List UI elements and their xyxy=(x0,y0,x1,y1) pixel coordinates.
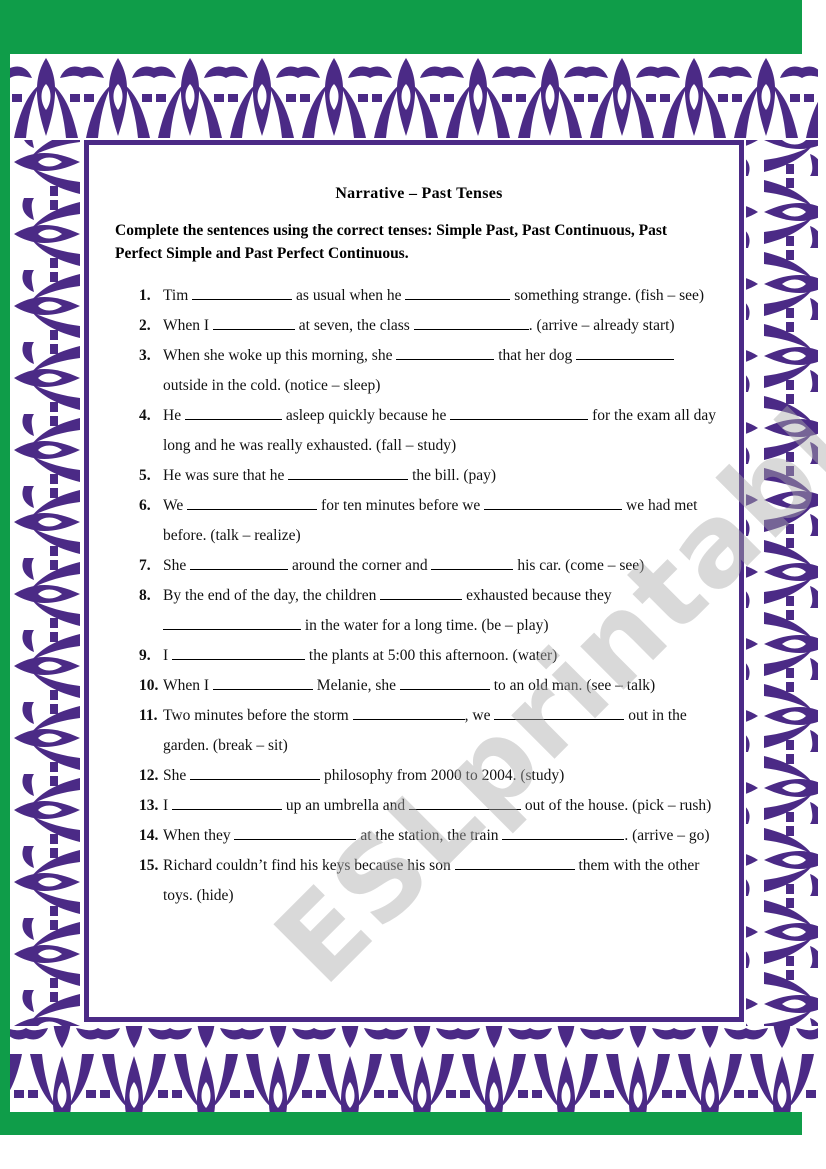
exercise-text: Melanie, she xyxy=(312,677,400,694)
exercise-text: When she woke up this morning, she xyxy=(163,347,397,364)
exercise-number: 2. xyxy=(139,317,151,334)
answer-blank[interactable] xyxy=(190,765,320,780)
exercise-item xyxy=(139,401,719,461)
exercise-text: When I xyxy=(163,317,213,334)
answer-blank[interactable] xyxy=(192,285,292,300)
exercise-text: exhausted because they xyxy=(462,587,612,604)
exercise-number: 5. xyxy=(139,467,151,484)
exercise-text: to an old man. (see – talk) xyxy=(489,677,656,694)
exercise-number: 13. xyxy=(139,797,159,814)
exercise-text: we had met before. (talk – realize) xyxy=(163,497,698,544)
answer-blank[interactable] xyxy=(185,405,282,420)
answer-blank[interactable] xyxy=(450,405,588,420)
answer-blank[interactable] xyxy=(172,645,305,660)
answer-blank[interactable] xyxy=(414,315,529,330)
exercise-text: something strange. (fish – see) xyxy=(510,287,705,304)
exercise-text: When they xyxy=(163,827,235,844)
answer-blank[interactable] xyxy=(163,615,301,630)
exercise-number: 8. xyxy=(139,587,151,604)
exercise-text: She xyxy=(163,557,191,574)
answer-blank[interactable] xyxy=(187,495,317,510)
exercise-number: 9. xyxy=(139,647,151,664)
exercise-number: 3. xyxy=(139,347,151,364)
exercise-text: philosophy from 2000 to 2004. (study) xyxy=(320,767,565,784)
exercise-number: 15. xyxy=(139,857,159,874)
exercise-text: Richard couldn’t find his keys because his son xyxy=(163,857,455,874)
exercise-item xyxy=(139,311,719,341)
exercise-number: 12. xyxy=(139,767,159,784)
exercise-text: We xyxy=(163,497,188,514)
exercise-number: 6. xyxy=(139,497,151,514)
exercise-number: 4. xyxy=(139,407,151,424)
answer-blank[interactable] xyxy=(288,465,408,480)
answer-blank[interactable] xyxy=(405,285,510,300)
answer-blank[interactable] xyxy=(172,795,282,810)
exercise-text: I xyxy=(163,797,173,814)
exercise-text: , we xyxy=(464,707,495,724)
exercise-text: asleep quickly because he xyxy=(281,407,451,424)
exercise-text: up an umbrella and xyxy=(282,797,410,814)
answer-blank[interactable] xyxy=(576,345,674,360)
exercise-text: in the water for a long time. (be – play) xyxy=(301,617,549,634)
exercise-number: 10. xyxy=(139,677,159,694)
exercise-text: for ten minutes before we xyxy=(317,497,485,514)
exercise-item xyxy=(139,461,719,491)
exercise-text: at the station, the train xyxy=(356,827,503,844)
worksheet-title: Narrative – Past Tenses xyxy=(335,185,503,202)
exercise-number: 14. xyxy=(139,827,159,844)
exercise-text: the plants at 5:00 this afternoon. (water) xyxy=(305,647,558,664)
exercise-text: I xyxy=(163,647,173,664)
answer-blank[interactable] xyxy=(380,585,462,600)
exercise-number: 11. xyxy=(139,707,158,724)
exercise-text: outside in the cold. (notice – sleep) xyxy=(163,377,381,394)
exercise-text: Two minutes before the storm xyxy=(163,707,353,724)
exercise-item xyxy=(139,341,719,401)
exercise-text: as usual when he xyxy=(292,287,406,304)
answer-blank[interactable] xyxy=(213,675,313,690)
answer-blank[interactable] xyxy=(484,495,622,510)
answer-blank[interactable] xyxy=(396,345,494,360)
exercise-text: He xyxy=(163,407,185,424)
exercise-number: 1. xyxy=(139,287,151,304)
exercise-text: . (arrive – go) xyxy=(624,827,710,844)
exercise-text: out in the garden. (break – sit) xyxy=(163,707,687,754)
exercise-text: the bill. (pay) xyxy=(408,467,497,484)
exercise-text: When I xyxy=(163,677,213,694)
exercise-text: He was sure that he xyxy=(163,467,289,484)
answer-blank[interactable] xyxy=(400,675,490,690)
answer-blank[interactable] xyxy=(213,315,295,330)
answer-blank[interactable] xyxy=(190,555,288,570)
exercise-text: By the end of the day, the children xyxy=(163,587,381,604)
exercise-text: his car. (come – see) xyxy=(513,557,645,574)
exercise-text: out of the house. (pick – rush) xyxy=(521,797,712,814)
answer-blank[interactable] xyxy=(431,555,513,570)
exercise-text: that her dog xyxy=(494,347,577,364)
exercise-text: Tim xyxy=(163,287,193,304)
exercise-text: around the corner and xyxy=(288,557,432,574)
exercise-text: for the exam all day long and he was really exhausted. (fall – study) xyxy=(163,407,717,454)
exercise-text: them with the other toys. (hide) xyxy=(163,857,700,904)
exercise-text: She xyxy=(163,767,191,784)
exercise-text: at seven, the class xyxy=(294,317,414,334)
exercise-text: . (arrive – already start) xyxy=(528,317,675,334)
exercise-item xyxy=(139,281,719,311)
exercise-number: 7. xyxy=(139,557,151,574)
instructions-text: Complete the sentences using the correct tenses: Simple Past, Past Continuous, Past Perfect Simple and Past Perfect Continuous. xyxy=(115,222,668,262)
